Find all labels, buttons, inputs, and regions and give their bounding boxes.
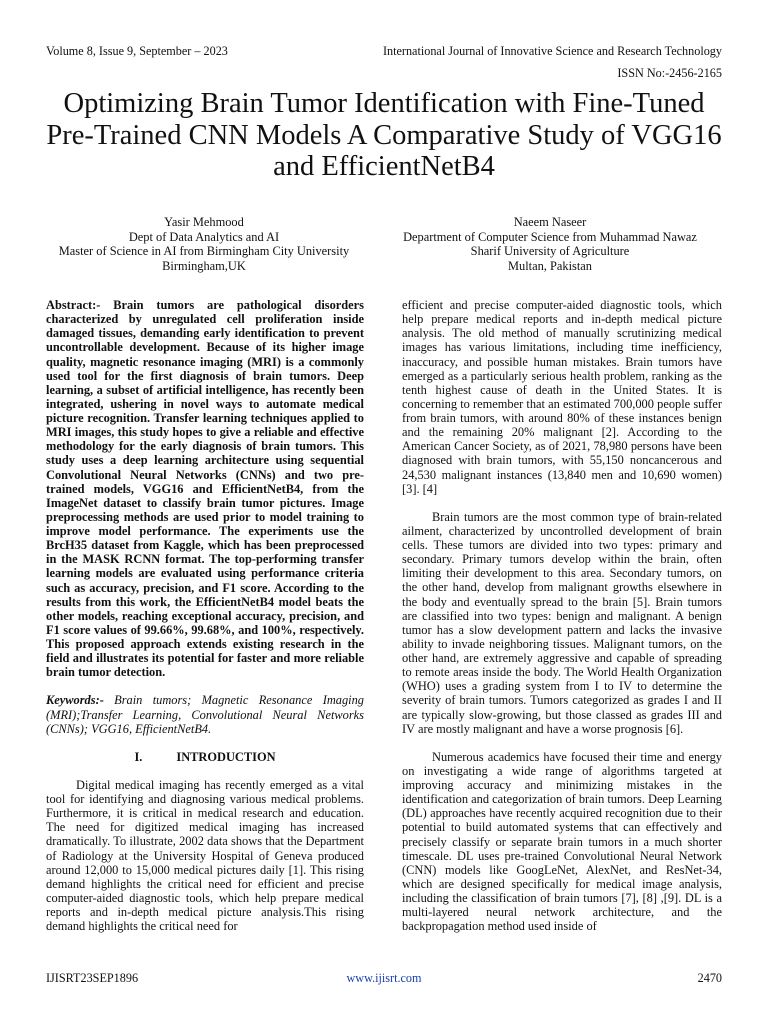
header-journal: International Journal of Innovative Science and Research Technology — [382, 44, 722, 58]
author-block-1 — [46, 215, 362, 273]
header-issn: ISSN No:-2456-2165 — [617, 66, 722, 80]
keywords-label: Keywords:- — [46, 693, 104, 708]
author-block-2 — [372, 215, 728, 273]
body-paragraph-2: Brain tumors are the most common type of brain-related ailment, characterized by uncontrolled development of brain cells. These tumors are divided into two types: primary and secondary. Primary tumors develop within the brain, often limiting their development to this area. Secondary tumors, on the other hand, develop from malignant growths elsewhere in the body and eventually spread to the brain [5]. Brain tumors are classified into two types: benign and malignant. A benign tumor has a slow development pattern and lacks the invasive ability to invade neighboring tissues. Malignant tumors, on the other hand, are extremely aggressive and capable of spreading to remote areas inside the body. The World Health Organization (WHO) uses a grading system from I to IV to determine the severity of brain tumors. Tumors categorized as grades I and II are typically slow-growing, but those classed as grades III and IV are mostly malignant and have a worse prognosis [6]. — [402, 509, 722, 736]
author-name: Naeem Naseer — [513, 215, 587, 229]
footer-paper-id: IJISRT23SEP1896 — [46, 971, 139, 985]
left-column — [46, 298, 364, 933]
author-degree: Master of Science in AI from Birmingham City University — [58, 244, 350, 258]
intro-paragraph-1: Digital medical imaging has recently emerged as a vital tool for identifying and diagnosing various medical problems. Furthermore, it is critical in medical research and education. The need for digitized medical imaging has increased dramatically. To illustrate, 2002 data shows that the Department of Radiology at the University Hospital of Geneva produced around 12,000 to 15,000 medical pictures daily [1]. This rising demand highlights the critical need for efficient and precise computer-aided diagnostic tools, which help prepare medical reports and in-depth medical picture analysis.This rising demand highlights the critical need for — [46, 777, 364, 934]
footer-page-number: 2470 — [697, 971, 722, 985]
abstract: Abstract:- Brain tumors are pathological disorders characterized by unregulated cell proliferation inside damaged tissues, demanding early identification to prevent uncontrollable development. Because of its higher image quality, magnetic resonance imaging (MRI) is a commonly used tool for the first diagnosis of brain tumors. Deep learning, a subset of artificial intelligence, has recently been integrated, ushering in novel ways to automate medical picture recognition. Transfer learning techniques applied to MRI images, this study hopes to give a reliable and effective methodology for the early diagnosis of brain tumors. This study uses a deep learning architecture using sequential Convolutional Neural Networks (CNNs) and two pre-trained models, VGG16 and EfficientNetB4, from the ImageNet dataset to classify brain tumor pictures. Image preprocessing methods are used prior to model training to improve model performance. The experiments use the BrcH35 dataset from Kaggle, which has been preprocessed in the MASK RCNN format. The top-performing transfer learning models are evaluated using performance criteria such as accuracy, precision, and F1 score. According to the results from this work, the EfficientNetB4 model beats the other models, reaching exceptional accuracy, precision, and F1 score values of 99.66%, 99.68%, and 100%, respectively. This proposed approach extends existing research in the field and illustrates its potential for faster and more reliable brain tumor detection. — [46, 298, 364, 680]
body-paragraph-3: Numerous academics have focused their time and energy on investigating a wide range of algorithms targeted at improving accuracy and minimizing mistakes in the identification and categorization of brain tumors. Deep Learning (DL) approaches have recently acquired recognition due to their potential to build automated systems that can effectively and precisely classify or separate brain tumors in a much shorter timescale. DL uses pre-trained Convolutional Neural Network (CNN) models like GoogLeNet, AlexNet, and ResNet-34, which are designed specifically for medical image analysis, including the classification of brain tumors [7], [8] ,[9]. DL is a multi-layered neural network architecture, and the backpropagation method used inside of — [402, 749, 722, 934]
keywords — [46, 693, 364, 735]
paper-title: Optimizing Brain Tumor Identification with Fine-Tuned Pre-Trained CNN Models A Comparative Study of VGG16 and EfficientNetB4 — [46, 88, 722, 182]
author-name: Yasir Mehmood — [164, 215, 244, 229]
footer-url-link[interactable]: www.ijisrt.com — [346, 971, 422, 985]
author-dept: Department of Computer Science from Muhammad Nawaz — [403, 229, 697, 244]
header-volume: Volume 8, Issue 9, September – 2023 — [46, 44, 228, 58]
section-title: INTRODUCTION — [176, 749, 276, 764]
author-location: Multan, Pakistan — [508, 258, 592, 273]
author-location: Birmingham,UK — [162, 258, 246, 273]
body-paragraph-1: efficient and precise computer-aided diagnostic tools, which help prepare medical reports and in-depth medical picture analysis. The old method of manually scrutinizing medical images has various limitations, including time inefficiency, inaccuracy, and possible human mistakes. Brain tumors have emerged as a particularly serious health problem, ranking as the tenth highest cause of death in the United States. It is concerning to remember that an estimated 700,000 people suffer from brain tumors, with around 80% of these instances benign and the remaining 20% malignant [2]. According to the American Cancer Society, as of 2021, 78,980 persons have been diagnosed with brain tumors, with 55,150 noncancerous and 24,530 malignant instances (13,840 men and 10,690 women) [3]. [4] — [402, 298, 722, 496]
author-degree: Sharif University of Agriculture — [470, 244, 630, 258]
right-column — [402, 298, 722, 933]
section-heading — [46, 750, 364, 764]
section-number: I. — [134, 749, 143, 764]
author-dept: Dept of Data Analytics and AI — [128, 229, 280, 244]
keywords-text: Brain tumors; Magnetic Resonance Imaging (MRI);Transfer Learning, Convolutional Neural Networks (CNNs); VGG16, EfficientNetB4. — [46, 693, 364, 736]
